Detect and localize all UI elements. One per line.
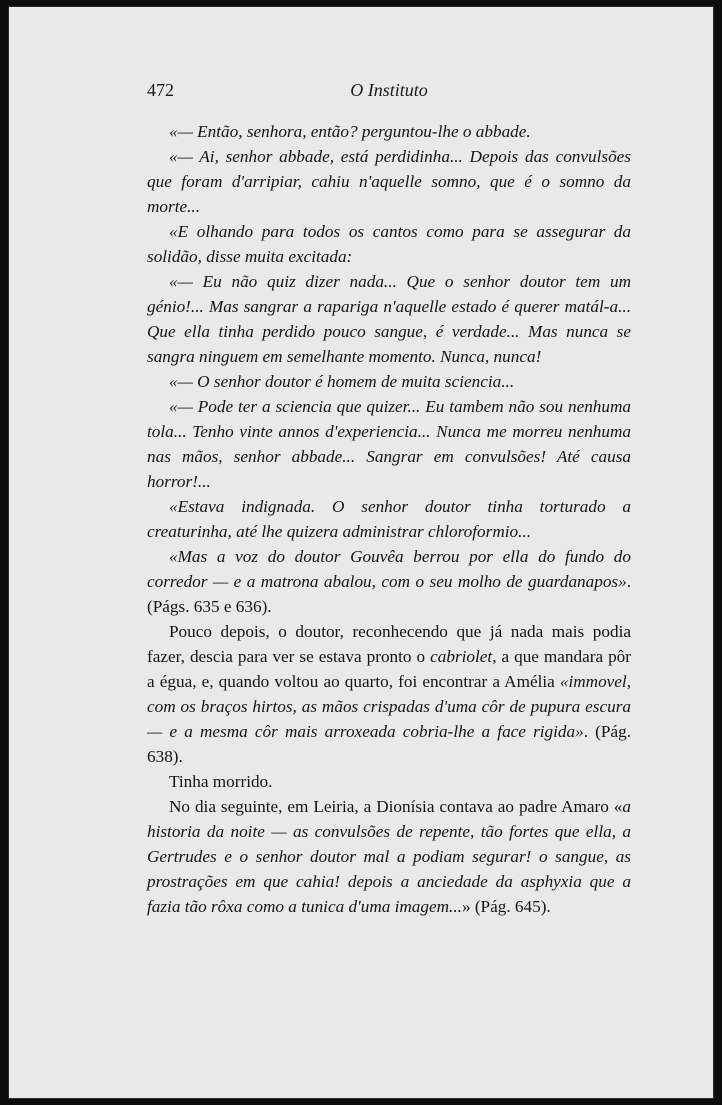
- text-run: «Mas a voz do doutor Gouvêa berrou por ella do fundo do corredor — e a matrona abalou, com o seu molho de guardanapos»: [147, 547, 631, 591]
- text-run: . (Pág. 638).: [147, 722, 631, 766]
- page-number: 472: [147, 80, 174, 100]
- text-run: «immovel, com os braços hirtos, as mãos crispadas d'uma côr de pupura escura — e a mesma côr mais arroxeada cobria-lhe a face rigida»: [147, 672, 631, 741]
- paragraph: [147, 219, 631, 269]
- text-run: No dia seguinte, em Leiria, a Dionísia contava ao padre Amaro «: [169, 797, 623, 816]
- paragraph: [147, 544, 631, 619]
- paragraph: [147, 394, 631, 494]
- paragraph: [147, 269, 631, 369]
- text-run: «— Ai, senhor abbade, está perdidinha... Depois das convulsões que foram d'arripiar, cahiu n'aquelle somno, que é o somno da morte...: [147, 147, 631, 216]
- text-run: Tinha morrido.: [169, 772, 273, 791]
- text-run: «— Pode ter a sciencia que quizer... Eu tambem não sou nenhuma tola... Tenho vinte annos d'experiencia... Nunca me morreu nenhuma nas mãos, senhor abbade... Sangrar em convulsões! Até causa horror!...: [147, 397, 631, 491]
- text-run: «Estava indignada. O senhor doutor tinha torturado a creaturinha, até lhe quizera administrar chloroformio...: [147, 497, 631, 541]
- text-run: «— O senhor doutor é homem de muita sciencia...: [169, 372, 515, 391]
- text-run: «— Eu não quiz dizer nada... Que o senhor doutor tem um génio!... Mas sangrar a rapariga n'aquelle estado é querer matál-a... Que ella tinha perdido pouco sangue, é verdade... Mas nunca se sangra ninguem em semelhante momento. Nunca, nunca!: [147, 272, 631, 366]
- body-text: [147, 119, 631, 919]
- paragraph: [147, 794, 631, 919]
- paragraph: [147, 619, 631, 769]
- text-run: , a que mandara pôr a égua, e, quando voltou ao quarto, foi encontrar a Amélia: [147, 647, 631, 691]
- text-run: Pouco depois, o doutor, reconhecendo que já nada mais podia fazer, descia para ver se estava pronto o: [147, 622, 631, 666]
- paragraph: [147, 144, 631, 219]
- paragraph: [147, 369, 631, 394]
- text-run: «E olhando para todos os cantos como para se assegurar da solidão, disse muita excitada:: [147, 222, 631, 266]
- paragraph: [147, 769, 631, 794]
- text-run: . (Págs. 635 e 636).: [147, 572, 631, 616]
- text-run: a historia da noite — as convulsões de repente, tão fortes que ella, a Gertrudes e o senhor doutor mal a podiam segurar! o sangue, as prostrações em que cahia! depois a anciedade da asphyxia que a fazia tão rôxa como a tunica d'uma imagem...: [147, 797, 631, 916]
- paragraph: [147, 494, 631, 544]
- running-head: O Instituto: [350, 80, 428, 100]
- text-run: cabriolet: [430, 647, 493, 666]
- book-page: [8, 6, 714, 1099]
- paragraph: [147, 119, 631, 144]
- text-run: » (Pág. 645).: [461, 897, 551, 916]
- text-run: «— Então, senhora, então? perguntou-lhe o abbade.: [169, 122, 531, 141]
- page-header: [147, 80, 631, 104]
